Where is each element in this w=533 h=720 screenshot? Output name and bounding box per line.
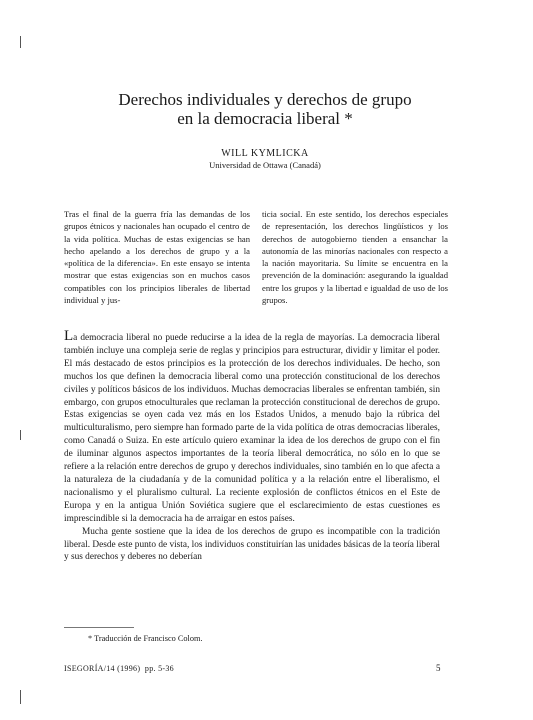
body-paragraph-2: Mucha gente sostiene que la idea de los derechos de grupo es incompatible con la tradición liberal. Desde este punto de vista, los individuos constituirían las unidades básicas de la teoría liberal y sus derechos y deberes no deberían (64, 526, 440, 563)
drop-cap: L (64, 328, 74, 344)
journal-citation (64, 664, 174, 673)
article-body (64, 328, 440, 564)
abstract-column-left: Tras el final de la guerra fría las demandas de los grupos étnicos y nacionales han ocupado el centro de la vida política. Muchas de estas exigencias se han hecho apelando a los derechos de grupo y a la «política de la diferencia». En este ensayo se intenta mostrar que estas exigencias son en muchos casos compatibles con los principios liberales de libertad individual y jus- (64, 209, 250, 306)
body-paragraph-1 (64, 328, 440, 526)
scan-edge-mark (20, 430, 21, 440)
scan-edge-mark (20, 690, 21, 704)
title-line-1: Derechos individuales y derechos de grupo (118, 90, 412, 109)
author-affiliation: Universidad de Ottawa (Canadá) (209, 160, 321, 170)
page-range: pp. 5-36 (144, 664, 174, 673)
scan-edge-mark (20, 36, 21, 48)
author-name: WILL KYMLICKA (221, 148, 309, 159)
journal-name: ISEGORÍA/14 (1996) (64, 664, 141, 673)
page-number: 5 (436, 663, 441, 673)
footnote: * Traducción de Francisco Colom. (88, 634, 203, 643)
footnote-divider (64, 627, 134, 628)
body-paragraph-1-text: a democracia liberal no puede reducirse a la idea de la regla de mayorías. La democracia liberal también incluye una compleja serie de reglas y principios para estructurar, dividir y limitar el poder. El más destacado de estos principios es la protección de los derechos individuales. De hecho, son muchos los que definen la democracia liberal como una protección constitucional de los derechos civiles y políticos básicos de los individuos. Muchas democracias liberales se enfrentan también, sin embargo, con grupos etnoculturales que reclaman la protección constitucional de derechos de grupo. Estas exigencias se oyen cada vez más en los Estados Unidos, a menudo bajo la rúbrica del multiculturalismo, pero siempre han formado parte de la vida política de otras democracias liberales, como Canadá o Suiza. En este artículo quiero examinar la idea de los derechos de grupo con el fin de iluminar algunos aspectos importantes de la teoría liberal democrática, no sólo en lo que se refiere a la relación entre derechos de grupo y derechos individuales, sino también en lo que afecta a la naturaleza de la ciudadanía y de la comunidad política y a la relación entre el liberalismo, el nacionalismo y el pluralismo cultural. La reciente explosión de conflictos étnicos en el Este de Europa y en la antigua Unión Soviética sugiere que el esclarecimiento de estas cuestiones es imprescindible si la democracia ha de arraigar en estos países. (64, 333, 440, 524)
abstract-column-right: ticia social. En este sentido, los derechos especiales de representación, los derechos lingüísticos y los derechos de autogobierno tienden a ensanchar la autonomía de las minorías nacionales con respecto a la nación mayoritaria. Su límite se encuentra en la prevención de la dominación: asegurando la igualdad entre los grupos y la libertad e igualdad de uso de los grupos. (262, 209, 448, 306)
article-title (60, 90, 470, 128)
title-line-2: en la democracia liberal * (177, 109, 353, 128)
